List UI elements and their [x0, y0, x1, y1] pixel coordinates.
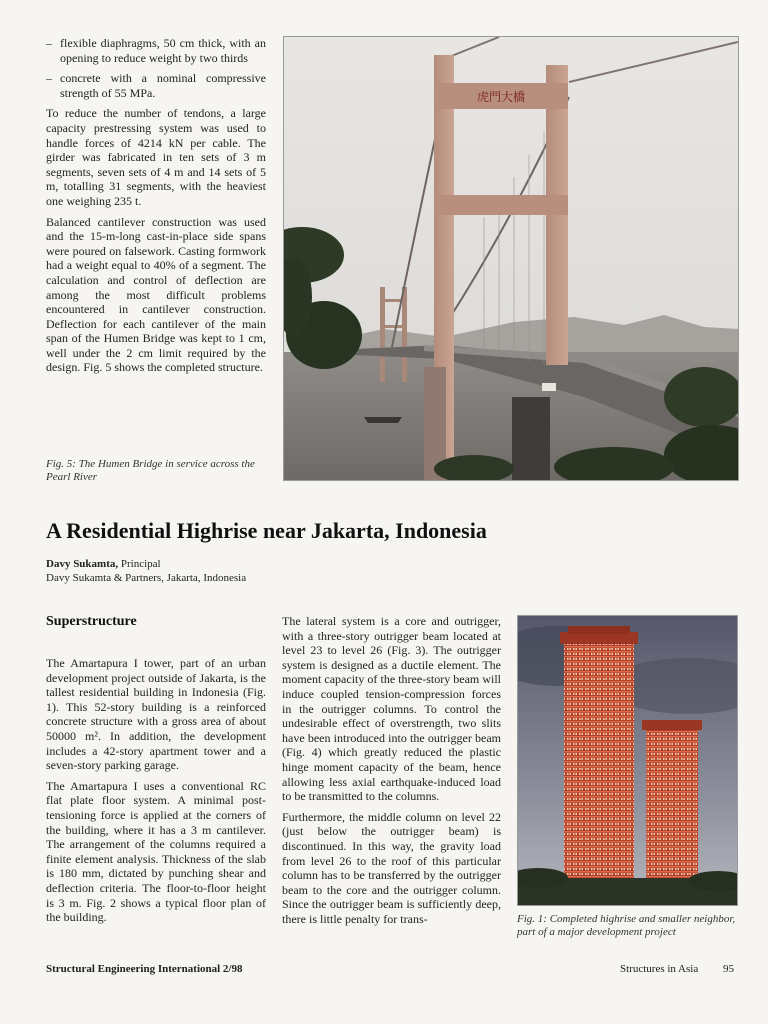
body-paragraph: The lateral system is a core and outrigger, with a three-story outrigger beam located at level 23 to level 26 (Fig. 3). The outrigger system is designed as a ductile element. The moment capacity of the three-story beam will induce coupled tension-compression forces in the outrigger columns. To control the undesirable effect of overstrength, two slits have been introduced into the outrigger beam (Fig. 4) which greatly reduced the plastic hinge moment capacity of the beam, hence allowing less axial earthquake-induced load to be transmitted to the columns.	[282, 614, 501, 804]
fig1-caption: Fig. 1: Completed highrise and smaller neighbor, part of a major development project	[517, 913, 736, 938]
material-list	[46, 36, 266, 100]
author-name: Davy Sukamta,	[46, 558, 119, 570]
section-heading: Superstructure	[46, 614, 137, 629]
page-number: 95	[723, 963, 734, 975]
footer-section: Structures in Asia	[620, 963, 699, 975]
article-column-2	[282, 614, 501, 932]
author-line	[46, 557, 546, 571]
author-affiliation: Davy Sukamta & Partners, Jakarta, Indonesia	[46, 572, 247, 584]
bridge-sign-text: 虎門大橋	[476, 90, 526, 104]
body-paragraph: To reduce the number of tendons, a large capacity prestressing system was used to handle forces of 4214 kN per cable. The girder was fabricated in ten sets of 3 m segments, seven sets of 4 m and 14 sets of 5 m, totalling 31 segments, with the heaviest one weighing 235 t.	[46, 106, 266, 208]
list-item: – flexible diaphragms, 50 cm thick, with an opening to reduce weight by two thirds	[46, 36, 266, 65]
body-paragraph: The Amartapura I tower, part of an urban development project outside of Jakarta, is the tallest residential building in Indonesia (Fig. 1). This 52-story building is a reinforced concrete structure with a gross area of about 50000 m². In addition, the development includes a 42-story apartment tower and a seven-story parking garage.	[46, 656, 266, 773]
article-column-1	[46, 656, 266, 931]
left-column-text	[46, 36, 266, 381]
humen-bridge-illustration	[284, 37, 738, 480]
author-role: Principal	[120, 558, 161, 570]
body-paragraph: Furthermore, the middle column on level 22 (just below the outrigger beam) is discontinued. In this way, the gravity load from level 26 to the roof of this particular column has to be transferred by the outrigger beam to the core and the outrigger column. Since the outrigger beam is sufficiently deep, there is little penalty for trans-	[282, 809, 501, 926]
highrise-illustration	[518, 616, 737, 905]
list-item: – concrete with a nominal compressive strength of 55 MPa.	[46, 71, 266, 100]
article-title: A Residential Highrise near Jakarta, Indonesia	[46, 518, 487, 543]
highrise-photo	[517, 615, 738, 906]
body-paragraph: The Amartapura I uses a conventional RC flat plate floor system. A minimal post-tensioning force is applied at the corners of the building, where it has a 3 m cantilever. The arrangement of the columns required a finite element analysis. Thickness of the slab is 180 mm, dictated by punching shear and deflection criteria. The floor-to-floor height is 3 m. Fig. 2 shows a typical floor plan of the building.	[46, 778, 266, 925]
bridge-photo	[283, 36, 739, 481]
author-block	[46, 557, 546, 585]
fig5-caption: Fig. 5: The Humen Bridge in service across the Pearl River	[46, 458, 255, 483]
journal-footer: Structural Engineering International 2/98	[46, 963, 243, 975]
body-paragraph: Balanced cantilever construction was used and the 15-m-long cast-in-place side spans were poured on falsework. Casting formwork had a weight equal to 40% of a segment. The calculation and control of deflection are among the most difficult problems encountered in cantilever construction. Deflection for each cantilever of the main span of the Humen Bridge was kept to 1 cm, well under the 2 cm limit required by the design. Fig. 5 shows the completed structure.	[46, 214, 266, 375]
